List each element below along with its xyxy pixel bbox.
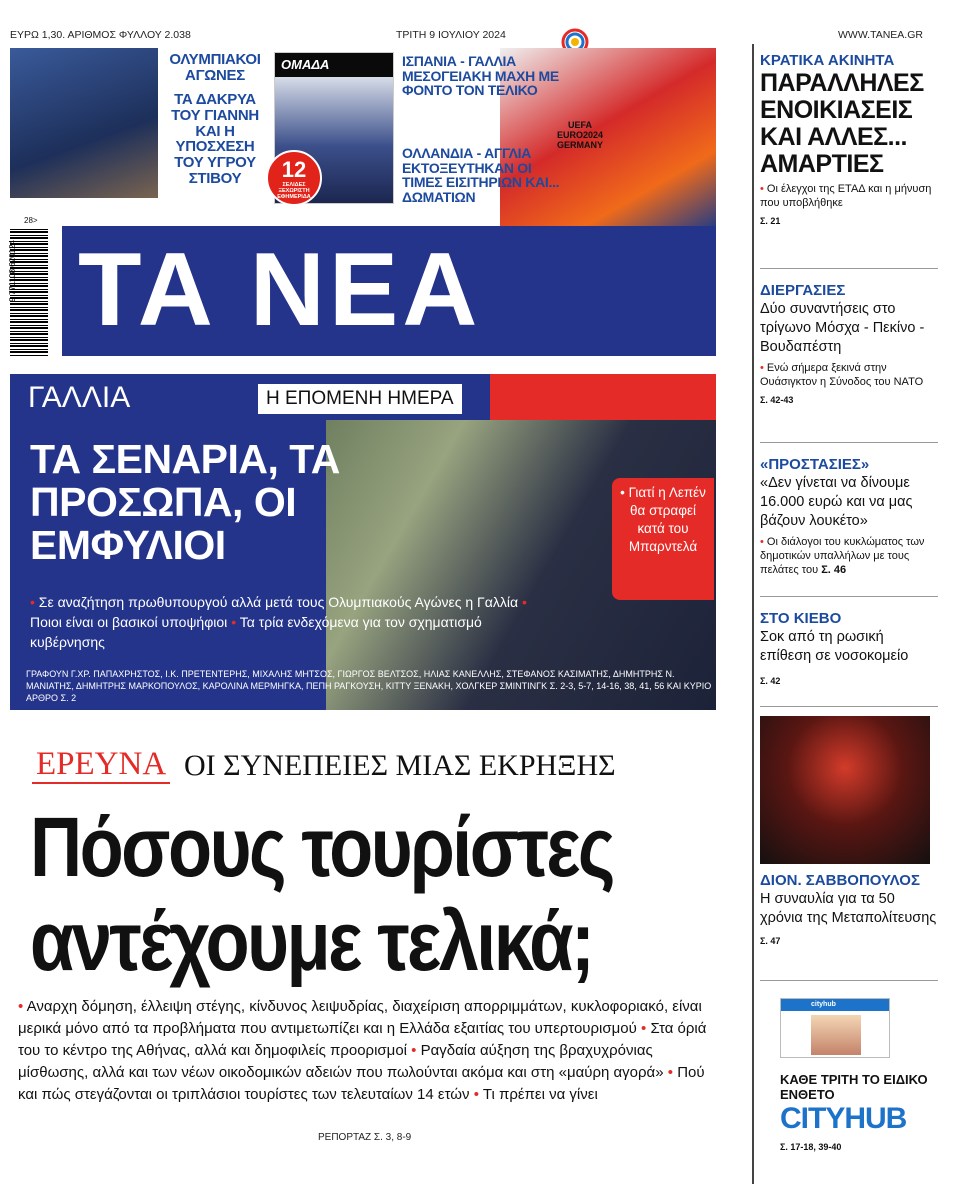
divider bbox=[760, 706, 938, 707]
pages-badge bbox=[266, 150, 322, 206]
main-bullet-1: Αναρχη δόμηση, έλλειψη στέγης, κίνδυνος λειψυδρίας, διαχείριση απορριμμάτων, κυκλοφοριακό, είναι μερικά μόνο από τα προβλήματα που αντιμετωπίζει και η Ελλάδα εξαιτίας του υπερτουρισμού bbox=[18, 998, 702, 1037]
pages-badge-text: ΣΕΛΙΔΕΣ ΞΕΧΩΡΙΣΤΗ ΕΦΗΜΕΡΙΔΑ bbox=[277, 182, 311, 200]
sidebar-kicker: ΔΙΟΝ. ΣΑΒΒΟΠΟΥΛΟΣ bbox=[760, 872, 920, 889]
main-bullet-3: Ραγδαία αύξηση της βραχυχρόνιας μίσθωσης, αλλά και των νέων οικοδομικών αδειών που πωλούνται ακόμα και στη «μαύρη αγορά» bbox=[18, 1042, 664, 1081]
main-bullet-5: Τι πρέπει να γίνει bbox=[482, 1086, 598, 1103]
sidebar-page: Σ. 21 bbox=[760, 216, 781, 226]
masthead[interactable] bbox=[62, 226, 716, 356]
sidebar-story-protections[interactable] bbox=[760, 456, 938, 577]
sidebar-title: Σοκ από τη ρωσική επίθεση σε νοσοκομείο bbox=[760, 629, 909, 664]
masthead-title: ΤΑ ΝΕΑ bbox=[78, 232, 482, 348]
france-bullet-1: Σε αναζήτηση πρωθυπουργού αλλά μετά τους Ολυμπιακούς Αγώνες η Γαλλία bbox=[38, 594, 519, 610]
sidebar-story-savvopoulos[interactable] bbox=[760, 872, 938, 946]
bullet-icon: • bbox=[30, 594, 35, 610]
sports-promo-strip[interactable] bbox=[10, 48, 716, 226]
sidebar-kicker: ΚΡΑΤΙΚΑ ΑΚΙΝΗΤΑ bbox=[760, 52, 895, 69]
bullet-icon: • bbox=[620, 485, 625, 500]
sidebar bbox=[752, 44, 950, 1184]
cityhub-cover[interactable] bbox=[780, 998, 890, 1058]
main-headline[interactable] bbox=[30, 800, 623, 988]
holland-england-headline: ΟΛΛΑΝΔΙΑ - ΑΓΓΛΙΑ ΕΚΤΟΞΕΥΤΗΚΑΝ ΟΙ ΤΙΜΕΣ ΕΙΣΙΤΗΡΙΩΝ ΚΑΙ... ΔΩΜΑΤΙΩΝ bbox=[402, 145, 560, 206]
bullet-icon: • bbox=[521, 594, 527, 610]
cityhub-logo[interactable]: CITYHUB bbox=[780, 1102, 907, 1135]
sidebar-title: «Δεν γίνεται να δίνουμε 16.000 ευρώ και να μας βάζουν λουκέτο» bbox=[760, 475, 913, 529]
dateline bbox=[0, 26, 960, 44]
olympics-kicker: ΟΛΥΜΠΙΑΚΟΙ ΑΓΩΝΕΣ bbox=[169, 51, 261, 84]
sidebar-page: Σ. 42 bbox=[760, 676, 781, 686]
main-headline-line-2: αντέχουμε τελικά; bbox=[30, 894, 593, 988]
bullet-icon: • bbox=[760, 362, 764, 374]
issue-date: ΤΡΙΤΗ 9 ΙΟΥΛΙΟΥ 2024 bbox=[396, 29, 506, 41]
sidebar-story-kyiv[interactable] bbox=[760, 610, 938, 686]
france-story[interactable] bbox=[10, 374, 716, 710]
main-headline-line-1: Πόσους τουρίστες bbox=[30, 800, 613, 894]
france-bullet-2: Ποιοι είναι οι βασικοί υποψήφιοι bbox=[30, 614, 228, 630]
main-bullet-4: Πού και πώς στεγάζονται οι τριπλάσιοι τουρίστες των τελευταίων 14 ετών bbox=[18, 1064, 705, 1103]
lepen-text: Γιατί η Λεπέν θα στραφεί κατά του Μπαρντελά bbox=[628, 485, 706, 554]
sidebar-bullet bbox=[760, 535, 938, 577]
sidebar-bullet-text: Ενώ σήμερα ξεκινά στην Ουάσιγκτον η Σύνοδος του ΝΑΤΟ bbox=[760, 362, 924, 388]
bullet-icon: • bbox=[760, 536, 764, 548]
france-bullets bbox=[30, 592, 550, 652]
sidebar-title: Η συναυλία για τα 50 χρόνια της Μεταπολίτευσης bbox=[760, 891, 937, 926]
research-subtitle: ΟΙ ΣΥΝΕΠΕΙΕΣ ΜΙΑΣ ΕΚΡΗΞΗΣ bbox=[184, 749, 616, 782]
france-label: ΓΑΛΛΙΑ bbox=[28, 381, 131, 414]
sidebar-bullet-text: Οι διάλογοι του κυκλώματος των δημοτικών υπαλλήλων με τους πελάτες του bbox=[760, 536, 925, 576]
cityhub-bar: cityhub bbox=[781, 999, 889, 1011]
euro2024-label: UEFA EURO2024 GERMANY bbox=[556, 120, 604, 150]
main-bullet-2: Στα όριά του το κέντρο της Αθήνας, αλλά και δημοφιλείς προορισμοί bbox=[18, 1020, 707, 1059]
sidebar-headline: ΠΑΡΑΛΛΗΛΕΣ ΕΝΟΙΚΙΑΣΕΙΣ ΚΑΙ ΑΛΛΕΣ... ΑΜΑΡΤΙΕΣ bbox=[760, 69, 924, 178]
france-bullet-3: Τα τρία ενδεχόμενα για τον σχηματισμό κυβέρνησης bbox=[30, 614, 482, 650]
divider bbox=[760, 268, 938, 269]
sidebar-story-processes[interactable] bbox=[760, 282, 938, 405]
barcode-number: 9 771108 620124 bbox=[8, 240, 17, 302]
spain-france-headline: ΙΣΠΑΝΙΑ - ΓΑΛΛΙΑ ΜΕΣΟΓΕΙΑΚΗ ΜΑΧΗ ΜΕ ΦΟΝΤΟ ΤΟΝ ΤΕΛΙΚΟ bbox=[402, 53, 559, 99]
barcode-issue: 28> bbox=[24, 216, 38, 225]
olympics-headline: ΤΑ ΔΑΚΡΥΑ ΤΟΥ ΓΙΑΝΝΗ ΚΑΙ Η ΥΠΟΣΧΕΣΗ ΤΟΥ ΥΓΡΟΥ ΣΤΙΒΟΥ bbox=[171, 91, 259, 187]
cityhub-pages: Σ. 17-18, 39-40 bbox=[780, 1142, 842, 1152]
france-bylines: ΓΡΑΦΟΥΝ Γ.ΧΡ. ΠΑΠΑΧΡΗΣΤΟΣ, Ι.Κ. ΠΡΕΤΕΝΤΕΡΗΣ, ΜΙΧΑΛΗΣ ΜΗΤΣΟΣ, ΓΙΩΡΓΟΣ ΒΕΛΤΣΟΣ, ΗΛΙΑΣ ΚΑΝΕΛΛΗΣ, ΣΤΕΦΑΝΟΣ ΚΑΣΙΜΑΤΗΣ, ΔΗΜΗΤΡΗΣ Ν. ΜΑΝΙΑΤΗΣ, ΔΗΜΗΤΡΗΣ ΜΑΡΚΟΠΟΥΛΟΣ, ΚΑΡΟΛΙΝΑ ΜΕΡΜΗΓΚΑ, ΠΕΠΗ ΡΑΓΚΟΥΣΗ, ΚΙΤΤΥ ΞΕΝΑΚΗ, ΧΟΛΓΚΕΡ ΣΜΙΝΤΙΝΓΚ Σ. 2-3, 5-7, 14-16, 38, 41, 56 ΚΑΙ ΚΥΡΙΟ ΑΡΘΡΟ Σ. 2 bbox=[26, 669, 712, 703]
sidebar-page: Σ. 42-43 bbox=[760, 395, 794, 405]
divider bbox=[760, 596, 938, 597]
bullet-icon: • bbox=[231, 614, 237, 630]
sidebar-bullet bbox=[760, 361, 938, 389]
cityhub-cover-photo bbox=[811, 1015, 861, 1055]
cityhub-promo-text: ΚΑΘΕ ΤΡΙΤΗ ΤΟ ΕΙΔΙΚΟ ΕΝΘΕΤΟ bbox=[780, 1072, 928, 1102]
sidebar-kicker: «ΠΡΟΣΤΑΣΙΕΣ» bbox=[760, 456, 870, 473]
divider bbox=[760, 442, 938, 443]
pages-badge-number: 12 bbox=[281, 157, 307, 182]
report-pages: ΡΕΠΟΡΤΑΖ Σ. 3, 8-9 bbox=[318, 1132, 412, 1143]
sidebar-kicker: ΣΤΟ ΚΙΕΒΟ bbox=[760, 610, 842, 627]
france-flag-accent bbox=[490, 374, 716, 420]
bullet-icon: • bbox=[667, 1064, 674, 1081]
france-headline: ΤΑ ΣΕΝΑΡΙΑ, ΤΑ ΠΡΟΣΩΠΑ, ΟΙ ΕΜΦΥΛΙΟΙ bbox=[30, 436, 340, 568]
bullet-icon: • bbox=[411, 1042, 417, 1059]
bullet-icon: • bbox=[641, 1020, 647, 1037]
savvopoulos-photo bbox=[760, 716, 930, 864]
research-label: ΕΡΕΥΝΑ bbox=[32, 746, 170, 784]
sidebar-title: Δύο συναντήσεις στο τρίγωνο Μόσχα - Πεκίνο - Βουδαπέστη bbox=[760, 301, 925, 355]
sidebar-page: Σ. 46 bbox=[821, 564, 847, 576]
bullet-icon: • bbox=[760, 183, 764, 195]
lepen-callout bbox=[612, 478, 714, 600]
sidebar-page: Σ. 47 bbox=[760, 936, 781, 946]
omada-title: ΟΜΑΔΑ bbox=[275, 53, 393, 77]
sidebar-story-state-property[interactable] bbox=[760, 52, 938, 226]
sidebar-kicker: ΔΙΕΡΓΑΣΙΕΣ bbox=[760, 282, 846, 299]
sidebar-bullet bbox=[760, 182, 938, 210]
price-issue: ΕΥΡΩ 1,30. ΑΡΙΘΜΟΣ ΦΥΛΛΟΥ 2.038 bbox=[10, 29, 191, 41]
bullet-icon: • bbox=[18, 998, 24, 1015]
sidebar-bullet-text: Οι έλεγχοι της ΕΤΑΔ και η μήνυση που υποβλήθηκε bbox=[760, 183, 932, 209]
france-tag: Η ΕΠΟΜΕΝΗ ΗΜΕΡΑ bbox=[258, 384, 462, 414]
olympics-photo bbox=[10, 48, 158, 198]
website-url[interactable]: WWW.TANEA.GR bbox=[838, 29, 923, 41]
divider bbox=[760, 980, 938, 981]
main-body bbox=[18, 996, 718, 1106]
bullet-icon: • bbox=[473, 1086, 479, 1103]
